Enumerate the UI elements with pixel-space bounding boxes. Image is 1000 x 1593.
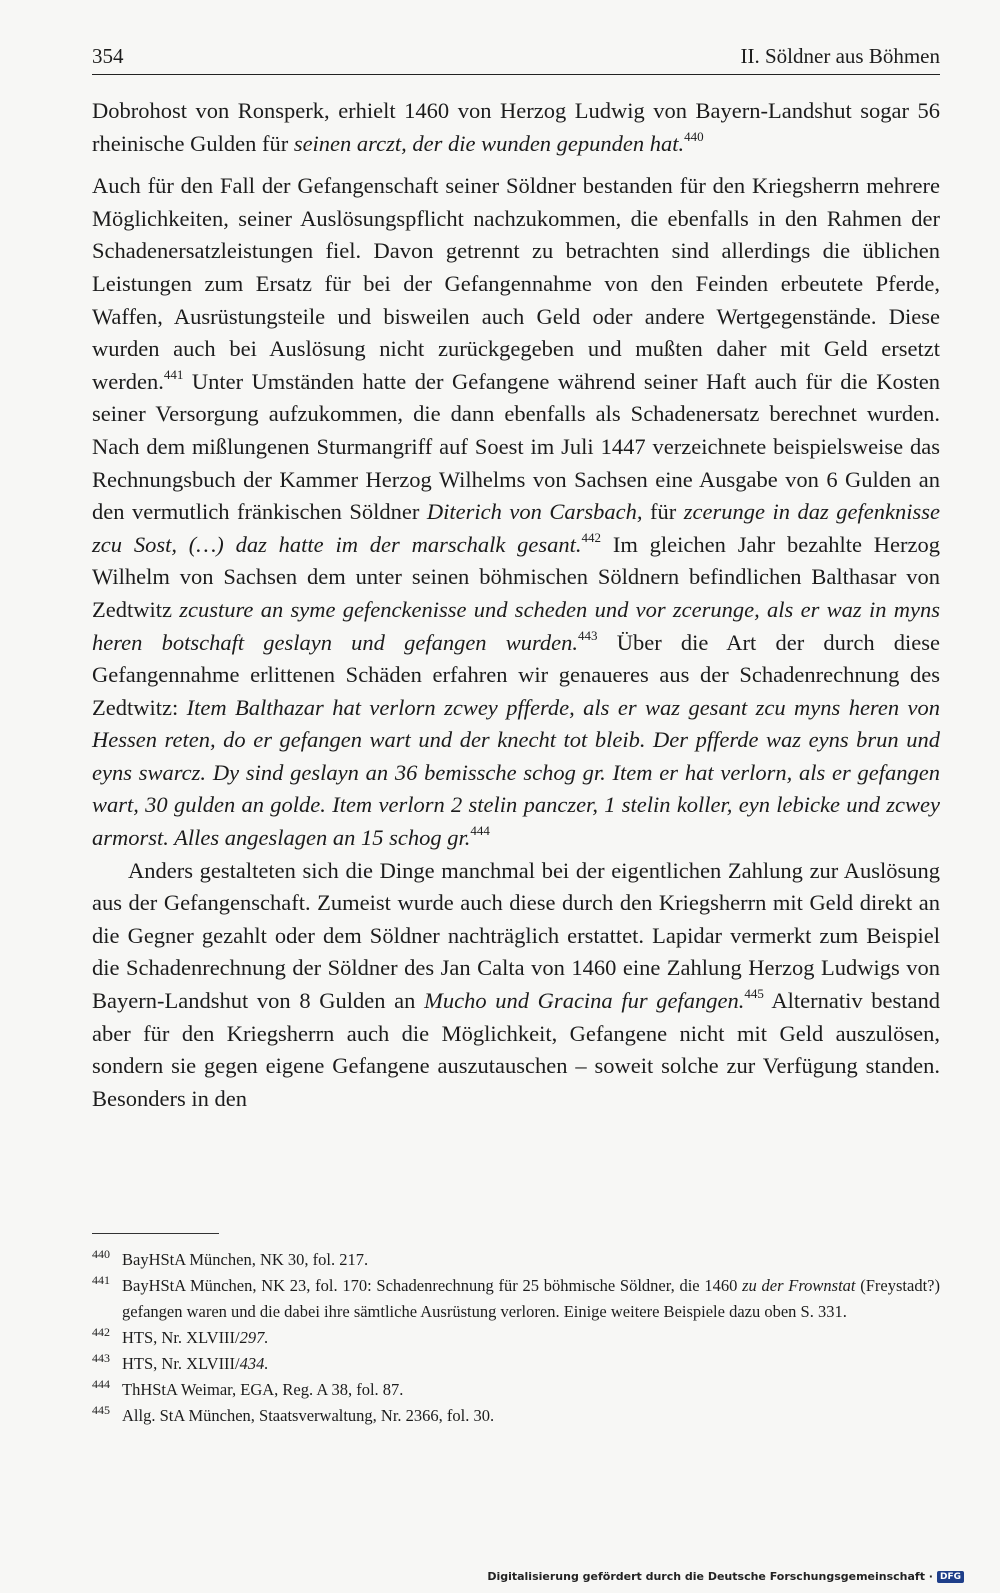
footnotes bbox=[92, 1247, 940, 1429]
footnote-number: 440 bbox=[92, 1247, 110, 1261]
footnote-442: 442 HTS, Nr. XLVIII/297. bbox=[92, 1325, 940, 1351]
footnote-445: 445 Allg. StA München, Staatsverwaltung, Nr. 2366, fol. 30. bbox=[92, 1403, 940, 1429]
footnote-444: 444 ThHStA Weimar, EGA, Reg. A 38, fol. 87. bbox=[92, 1377, 940, 1403]
footnote-number: 443 bbox=[92, 1351, 110, 1365]
dfg-logo-icon: DFG bbox=[937, 1571, 964, 1583]
footnote-443: 443 HTS, Nr. XLVIII/434. bbox=[92, 1351, 940, 1377]
footnote-number: 442 bbox=[92, 1325, 110, 1339]
digitization-credit bbox=[487, 1570, 964, 1583]
footnote-ref-443[interactable]: 443 bbox=[578, 627, 598, 643]
footnote-number: 441 bbox=[92, 1273, 110, 1287]
footnote-divider bbox=[92, 1233, 219, 1234]
page-header bbox=[92, 44, 940, 75]
footnote-ref-444[interactable]: 444 bbox=[470, 823, 490, 839]
footnote-441: 441 BayHStA München, NK 23, fol. 170: Schadenrechnung für 25 böhmische Söldner, die 1460 zu der Frownstat (Freystadt?) gefangen waren und die dabei ihre sämtliche Ausrüstung verloren. Einige weitere Beispiele dazu oben S. 331. bbox=[92, 1273, 940, 1325]
footnote-ref-445[interactable]: 445 bbox=[744, 986, 764, 1002]
paragraph-2: Auch für den Fall der Gefangenschaft seiner Söldner bestanden für den Kriegsherrn mehrere Möglichkeiten, seiner Auslösungspflicht nachzukommen, die ebenfalls in den Rahmen der Schadenersatzleistungen fiel. Davon getrennt zu betrachten sind allerdings die üblichen Leistungen zum Ersatz für bei der Gefangennahme von den Feinden erbeutete Pferde, Waffen, Ausrüstungsteile und bisweilen auch Geld oder andere Wertgegenstände. Diese wurden auch bei Auslösung nicht zurückgegeben und mußten daher mit Geld ersetzt werden.$^{441}$ Unter Umständen hatte der Gefangene während seiner Haft auch für die Kosten seiner Versorgung aufzukommen, die dann ebenfalls als Schadenersatz berechnet wurden. Nach dem mißlungenen Sturmangriff auf Soest im Juli 1447 verzeichnete beispielsweise das Rechnungsbuch der Kammer Herzog Wilhelms von Sachsen eine Ausgabe von 6 Gulden an den vermutlich fränkischen Söldner Diterich von Carsbach, für zcerunge in daz gefenknisse zcu Sost, (…) daz hatte im der marschalk gesant.$^{442}$ Im gleichen Jahr bezahlte Herzog Wilhelm von Sachsen dem unter seinen böhmischen Söldnern befindlichen Balthasar von Zedtwitz zcusture an syme gefenckenisse und scheden und vor zcerunge, als er waz in myns heren botschaft geslayn und gefangen wurden.$^{443}$ Über die Art der durch diese Gefangennahme erlittenen Schäden erfahren wir genaueres aus der Schadenrechnung des Zedtwitz: Item Balthazar hat verlorn zcwey pfferde, als er waz gesant zcu myns heren von Hessen reten, do er gefangen wart und der knecht tot bleib. Der pfferde waz eyns brun und eyns swarcz. Dy sind geslayn an 36 bemissche schog gr. Item er hat verlorn, als er gefangen wart, 30 gulden an golde. Item verlorn 2 stelin panczer, 1 stelin koller, eyn lebicke und zcwey armorst. Alles angeslagen an 15 schog gr.$^{444}$ bbox=[92, 173, 941, 851]
footnote-ref-442[interactable]: 442 bbox=[581, 529, 602, 545]
paragraph-3: Anders gestalteten sich die Dinge manchmal bei der eigentlichen Zahlung zur Auslösung aus der Gefangenschaft. Zumeist wurde auch diese durch den Kriegsherrn mit Geld direkt an die Gegner gezahlt oder dem Söldner nachträglich erstattet. Lapidar vermerkt zum Beispiel die Schadenrechnung der Söldner des Jan Calta von 1460 eine Zahlung Herzog Ludwigs von Bayern-Landshut von 8 Gulden an Mucho und Gracina fur gefangen.$^{445}$ Alternativ bestand aber für den Kriegsherrn auch die Möglichkeit, Gefangene nicht mit Geld auszulösen, sondern sie gegen eigene Gefangene auszutauschen – soweit solche zur Verfügung standen. Besonders in den bbox=[92, 857, 940, 1111]
body-text bbox=[92, 95, 940, 1115]
page-number: 354 bbox=[92, 44, 124, 68]
footnote-440: 440 BayHStA München, NK 30, fol. 217. bbox=[92, 1247, 940, 1273]
digitization-credit-text: Digitalisierung gefördert durch die Deutsche Forschungsgemeinschaft · bbox=[487, 1570, 933, 1583]
footnote-number: 445 bbox=[92, 1403, 110, 1417]
paragraph-1: Dobrohost von Ronsperk, erhielt 1460 von Herzog Ludwig von Bayern-Landshut sogar 56 rheinische Gulden für seinen arczt, der die wunden gepunden hat.$^{440}$ bbox=[92, 98, 940, 156]
running-head: II. Söldner aus Böhmen bbox=[740, 44, 940, 68]
footnote-number: 444 bbox=[92, 1377, 110, 1391]
footnote-ref-440[interactable]: 440 bbox=[684, 128, 704, 144]
footnote-ref-441[interactable]: 441 bbox=[163, 366, 184, 382]
